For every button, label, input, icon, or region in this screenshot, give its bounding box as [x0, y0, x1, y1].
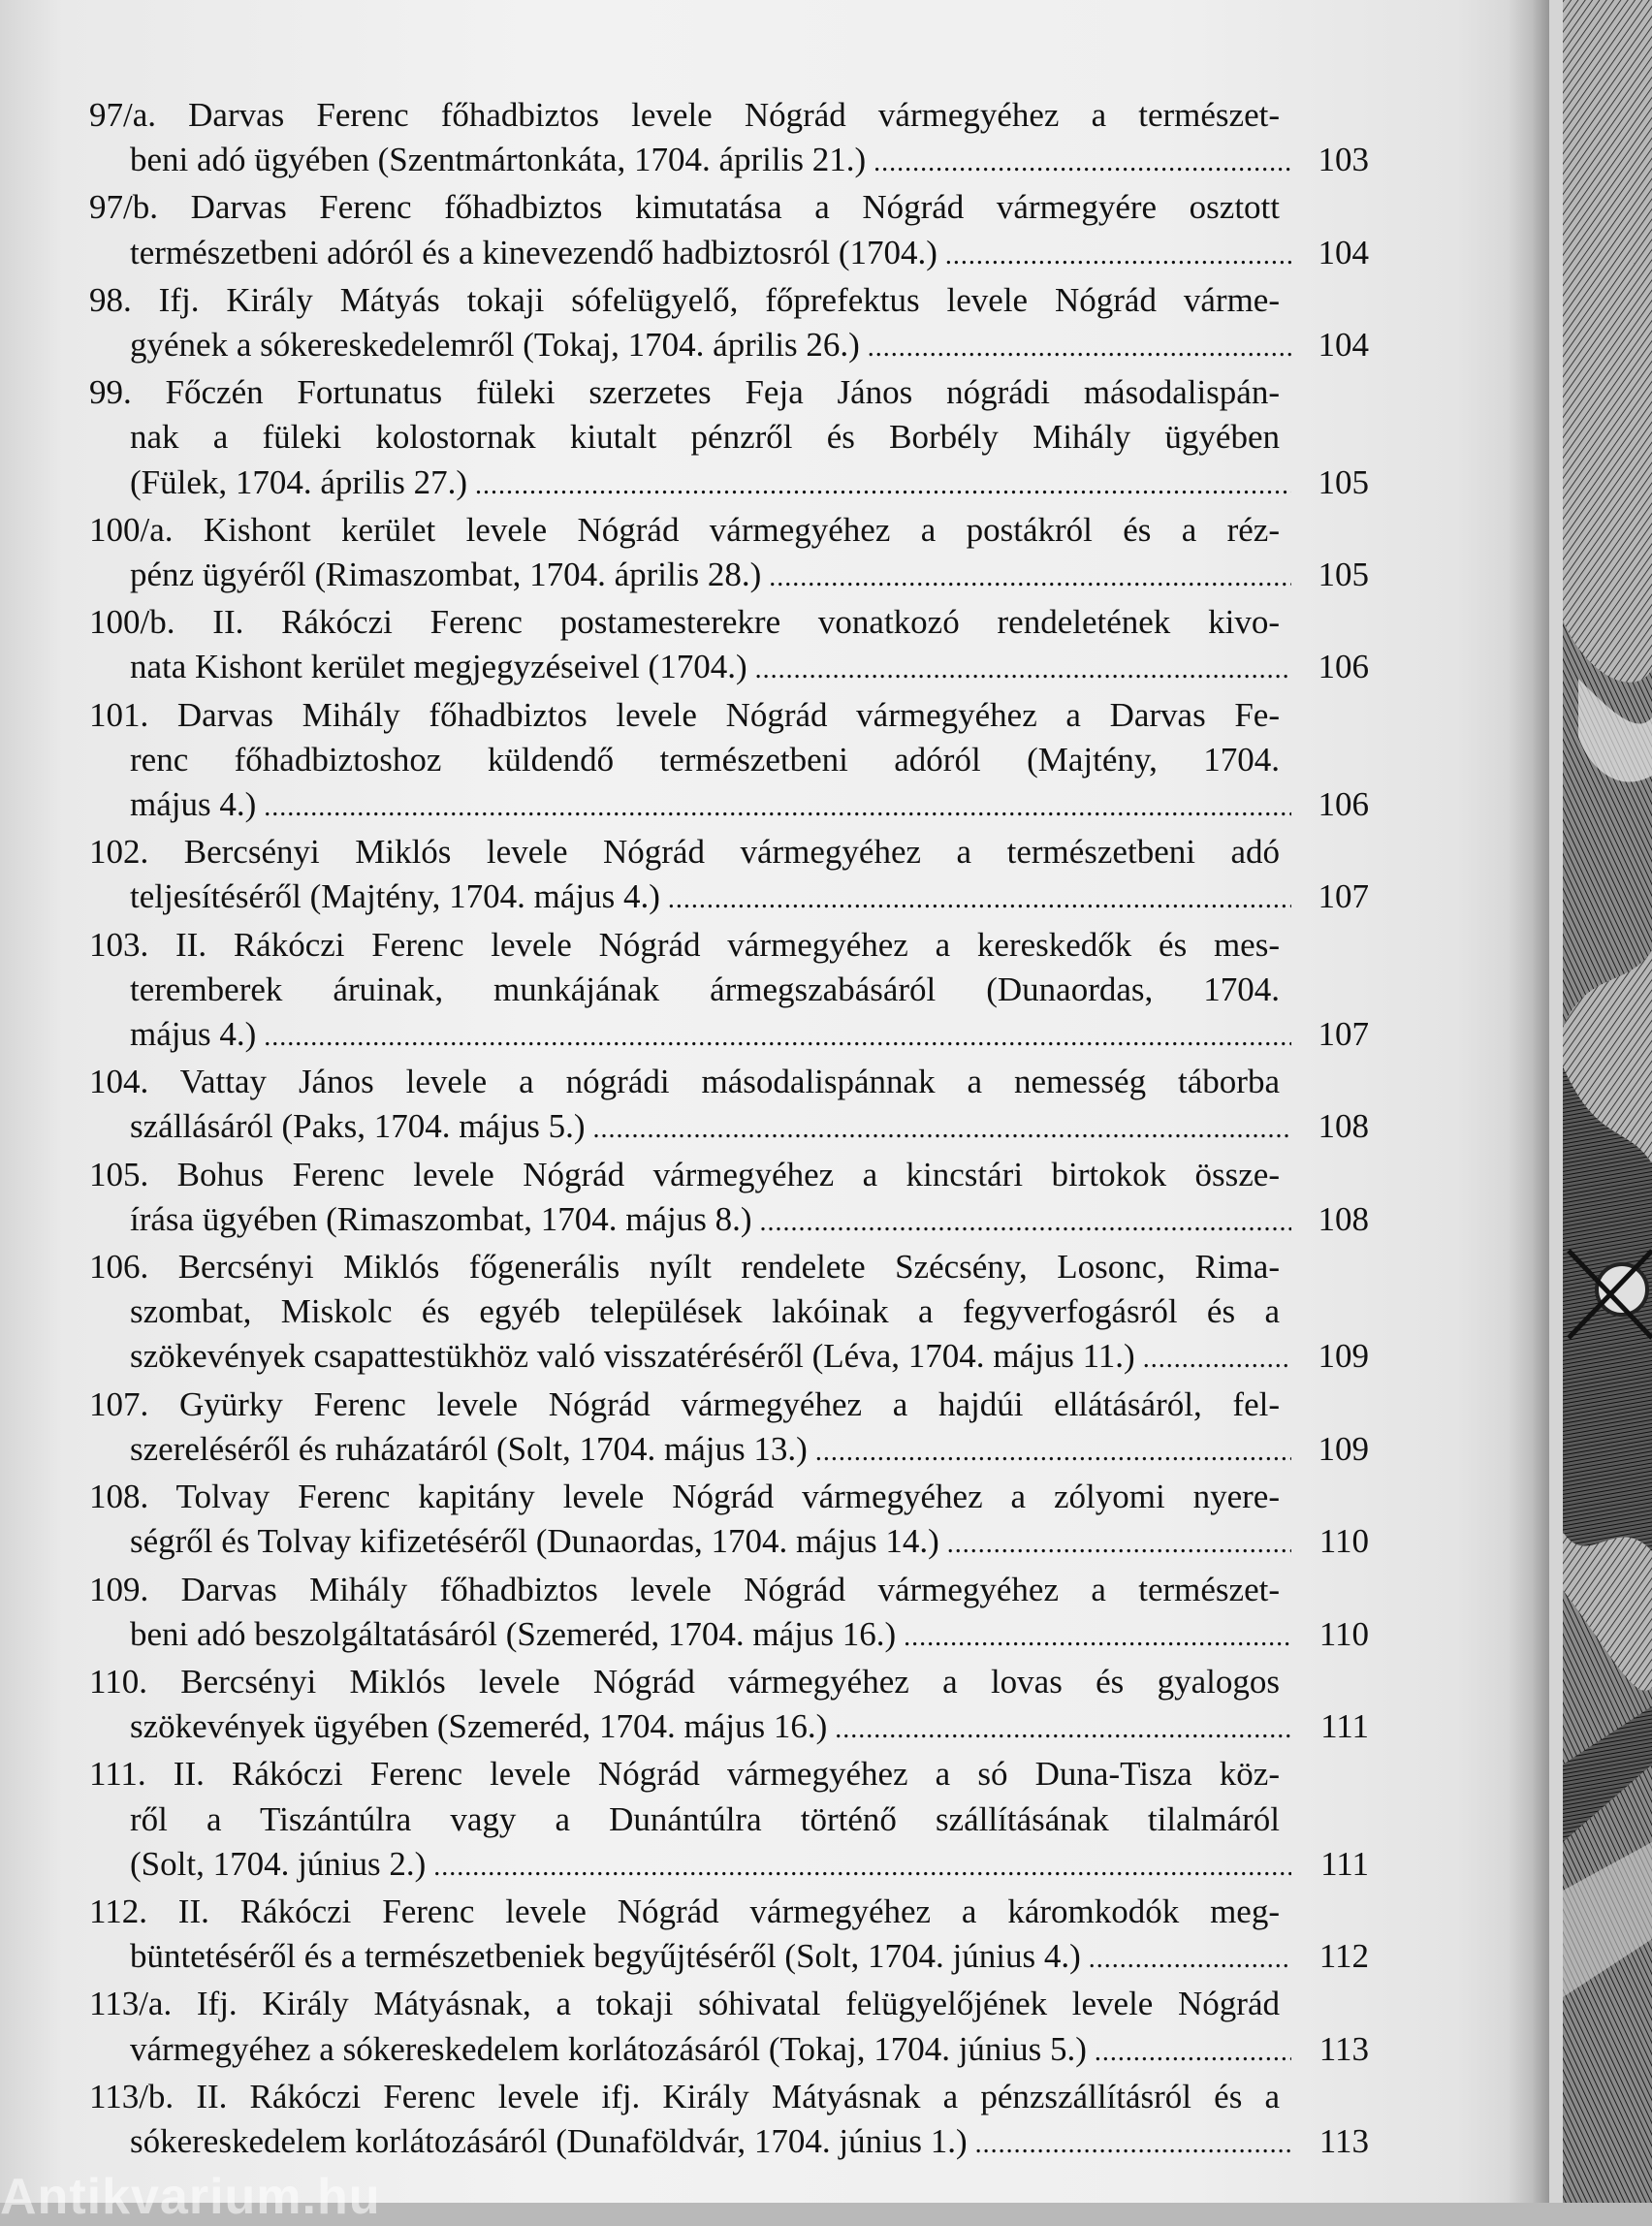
toc-entry-title-line: 102. Bercsényi Miklós levele Nógrád vármegyéhez a természetbeni adó	[89, 833, 1280, 872]
toc-entry-last-line	[130, 782, 1369, 830]
toc-entry	[89, 185, 1369, 277]
dot-leader	[1089, 1937, 1291, 1982]
toc-entry-title-end: nata Kishont kerület megjegyzéseivel (1704.)	[130, 648, 747, 686]
toc-page-number: 113	[1318, 2121, 1369, 2160]
toc-entry	[89, 1982, 1369, 2074]
toc-entry-title-line: 105. Bohus Ferenc levele Nógrád vármegyéhez a kincstári birtokok össze-	[89, 1155, 1280, 1193]
toc-entry-title-end: szökevények csapattestükhöz való visszatéréséről (Léva, 1704. május 11.)	[130, 1337, 1135, 1376]
toc-entry-title-line: 111. II. Rákóczi Ferenc levele Nógrád vármegyéhez a só Duna-Tisza köz-	[89, 1755, 1280, 1794]
dot-leader	[1095, 2030, 1291, 2075]
toc-entry-title-end: (Fülek, 1704. április 27.)	[130, 462, 468, 501]
dot-leader	[1143, 1337, 1291, 1382]
dot-leader	[760, 1200, 1291, 1245]
toc-entry-last-line	[130, 874, 1369, 922]
toc-entry-last-line	[130, 2119, 1369, 2167]
toc-entry-title-end: (Solt, 1704. június 2.)	[130, 1844, 427, 1883]
toc-entry	[89, 600, 1369, 692]
toc-page-number: 106	[1318, 785, 1369, 824]
toc-entry-title-line: 112. II. Rákóczi Ferenc levele Nógrád vármegyéhez a káromkodók meg-	[89, 1892, 1280, 1930]
toc-page-number: 105	[1318, 556, 1369, 594]
toc-entry-title-end: szállásáról (Paks, 1704. május 5.)	[130, 1107, 586, 1146]
toc-entry-title-line: 104. Vattay János levele a nógrádi másodalispánnak a nemesség táborba	[89, 1063, 1280, 1101]
toc-entry-title-line: 100/b. II. Rákóczi Ferenc postamesterekre vonatkozó rendeletének kivo-	[89, 603, 1280, 642]
toc-entry-title-line: 106. Bercsényi Miklós főgenerális nyílt rendelete Szécsény, Losonc, Rima-	[89, 1248, 1280, 1287]
toc-page-number: 107	[1318, 1015, 1369, 1054]
toc-entry	[89, 693, 1369, 831]
toc-entry-title-line: 103. II. Rákóczi Ferenc levele Nógrád vármegyéhez a kereskedők és mes-	[89, 925, 1280, 964]
dot-leader	[874, 141, 1291, 185]
toc-entry-title-line: 107. Gyürky Ferenc levele Nógrád vármegyéhez a hajdúi ellátásáról, fel-	[89, 1384, 1280, 1423]
toc-entry-last-line	[130, 138, 1369, 185]
page-gutter-shadow	[1508, 0, 1549, 2203]
dot-leader	[947, 1522, 1291, 1567]
toc-entry-last-line	[130, 1427, 1369, 1475]
toc-entry	[89, 1060, 1369, 1152]
toc-entry	[89, 2075, 1369, 2167]
dot-leader	[264, 785, 1291, 830]
toc-entry-title-line: 99. Főczén Fortunatus füleki szerzetes Feja János nógrádi másodalispán-	[89, 373, 1280, 412]
dot-leader	[593, 1107, 1292, 1152]
toc-entry-title-line: 101. Darvas Mihály főhadbiztos levele Nógrád vármegyéhez a Darvas Fe-	[89, 695, 1280, 734]
dot-leader	[835, 1707, 1291, 1752]
toc-entry	[89, 923, 1369, 1061]
toc-page-number: 103	[1318, 141, 1369, 179]
toc-entry-title-line: 110. Bercsényi Miklós levele Nógrád vármegyéhez a lovas és gyalogos	[89, 1662, 1280, 1701]
toc-entry-title-end: szökevények ügyében (Szemeréd, 1704. május 16.)	[130, 1707, 828, 1746]
toc-entry-last-line	[130, 1334, 1369, 1382]
toc-entry-last-line	[130, 1012, 1369, 1060]
toc-entry	[89, 1568, 1369, 1660]
toc-entry-title-end: ségről és Tolvay kifizetéséről (Dunaordas, 1704. május 14.)	[130, 1522, 939, 1561]
toc-entry-title-end: pénz ügyéről (Rimaszombat, 1704. április 28.)	[130, 556, 762, 594]
dot-leader	[755, 648, 1291, 692]
toc-entry	[89, 1153, 1369, 1245]
dot-leader	[668, 877, 1291, 922]
toc-entry-title-line: 98. Ifj. Király Mátyás tokaji sófelügyelő, főprefektus levele Nógrád várme-	[89, 280, 1280, 319]
toc-entry-title-line: 97/a. Darvas Ferenc főhadbiztos levele Nógrád vármegyéhez a természet-	[89, 96, 1280, 134]
toc-entry	[89, 370, 1369, 508]
dot-leader	[475, 463, 1291, 508]
toc-entry-last-line	[130, 2027, 1369, 2075]
toc-page-number: 110	[1318, 1522, 1369, 1561]
toc-page-number: 109	[1318, 1337, 1369, 1376]
toc-page-number: 111	[1320, 1844, 1369, 1883]
toc-entry-last-line	[130, 1104, 1369, 1152]
toc-entry-last-line	[130, 1612, 1369, 1660]
toc-entry-title-end: teljesítéséről (Majtény, 1704. május 4.)	[130, 877, 660, 916]
dot-leader	[769, 556, 1291, 600]
toc-page-number: 106	[1318, 648, 1369, 686]
toc-entry-title-line: 113/a. Ifj. Király Mátyásnak, a tokaji sóhivatal felügyelőjének levele Nógrád	[89, 1985, 1280, 2023]
toc-entry-title-line: renc főhadbiztoshoz küldendő természetbeni adóról (Majtény, 1704.	[130, 740, 1280, 779]
toc-entry-last-line	[130, 1519, 1369, 1567]
toc-entry	[89, 93, 1369, 185]
toc-entry-last-line	[130, 461, 1369, 508]
dot-leader	[433, 1845, 1291, 1890]
toc-entry-title-end: beni adó ügyében (Szentmártonkáta, 1704. április 21.)	[130, 141, 867, 179]
toc-entry-title-line: 113/b. II. Rákóczi Ferenc levele ifj. Király Mátyásnak a pénzszállításról és a	[89, 2077, 1280, 2115]
dot-leader	[815, 1430, 1291, 1475]
toc-entry-title-line: 109. Darvas Mihály főhadbiztos levele Nógrád vármegyéhez a természet-	[89, 1570, 1280, 1608]
toc-entry-title-end: írása ügyében (Rimaszombat, 1704. május 8.)	[130, 1199, 752, 1238]
toc-entry-last-line	[130, 231, 1369, 278]
facing-page-engraving	[1549, 0, 1652, 2203]
toc-page-number: 104	[1318, 326, 1369, 365]
toc-entry-last-line	[130, 1842, 1369, 1890]
toc-entry-last-line	[130, 645, 1369, 692]
toc-entry-title-line: ről a Tiszántúlra vagy a Dunántúlra történő szállításának tilalmáról	[130, 1799, 1280, 1838]
toc-entry	[89, 278, 1369, 370]
toc-entry-title-end: természetbeni adóról és a kinevezendő hadbiztosról (1704.)	[130, 233, 937, 271]
dot-leader	[975, 2122, 1291, 2167]
dot-leader	[868, 326, 1291, 370]
toc-entry-last-line	[130, 1934, 1369, 1982]
toc-entry-title-end: sókereskedelem korlátozásáról (Dunaföldvár, 1704. június 1.)	[130, 2121, 968, 2160]
toc-entry	[89, 1752, 1369, 1890]
toc-entry	[89, 830, 1369, 922]
toc-entry	[89, 1890, 1369, 1982]
toc-page-number: 107	[1318, 877, 1369, 916]
toc-entry-title-line: szombat, Miskolc és egyéb települések lakóinak a fegyverfogásról és a	[130, 1292, 1280, 1331]
toc-entry-title-end: vármegyéhez a sókereskedelem korlátozásáról (Tokaj, 1704. június 5.)	[130, 2029, 1087, 2068]
toc-page-number: 108	[1318, 1107, 1369, 1146]
toc-entry-title-end: május 4.)	[130, 1015, 257, 1054]
toc-entry-title-end: büntetéséről és a természetbeniek begyűjtéséről (Solt, 1704. június 4.)	[130, 1937, 1081, 1976]
dot-leader	[904, 1615, 1291, 1660]
toc-entry-last-line	[130, 1197, 1369, 1245]
toc-page-number: 109	[1318, 1429, 1369, 1468]
toc-entry-title-line: 100/a. Kishont kerület levele Nógrád vármegyéhez a postákról és a réz-	[89, 510, 1280, 549]
toc-page-number: 111	[1320, 1707, 1369, 1746]
dot-leader	[264, 1015, 1291, 1060]
toc-entry-title-end: május 4.)	[130, 785, 257, 824]
toc-entry-title-end: szereléséről és ruházatáról (Solt, 1704. május 13.)	[130, 1429, 808, 1468]
toc-page-number: 113	[1318, 2029, 1369, 2068]
toc-entry-title-line: nak a füleki kolostornak kiutalt pénzről és Borbély Mihály ügyében	[130, 418, 1280, 457]
toc-entry-last-line	[130, 323, 1369, 370]
toc-page-number: 110	[1318, 1614, 1369, 1653]
toc-entry	[89, 1660, 1369, 1752]
toc-page-number: 108	[1318, 1199, 1369, 1238]
toc-entry-last-line	[130, 553, 1369, 600]
toc-page-number: 104	[1318, 233, 1369, 271]
toc-entry	[89, 508, 1369, 600]
toc-entry-title-end: gyének a sókereskedelemről (Tokaj, 1704. április 26.)	[130, 326, 860, 365]
toc-entry-title-end: beni adó beszolgáltatásáról (Szemeréd, 1704. május 16.)	[130, 1614, 897, 1653]
toc-page-number: 105	[1318, 462, 1369, 501]
toc-page-number: 112	[1318, 1937, 1369, 1976]
toc-entry	[89, 1245, 1369, 1383]
toc-entry-last-line	[130, 1704, 1369, 1752]
dot-leader	[945, 234, 1291, 278]
toc-entry-title-line: 108. Tolvay Ferenc kapitány levele Nógrád vármegyéhez a zólyomi nyere-	[89, 1478, 1280, 1516]
watermark: Antikvarium.hu	[0, 2169, 381, 2225]
toc-entry	[89, 1383, 1369, 1475]
toc-entry-title-line: 97/b. Darvas Ferenc főhadbiztos kimutatása a Nógrád vármegyére osztott	[89, 188, 1280, 227]
engraving-illustration	[1549, 0, 1652, 2203]
table-of-contents	[89, 93, 1369, 2167]
toc-entry	[89, 1475, 1369, 1567]
toc-entry-title-line: teremberek áruinak, munkájának ármegszabásáról (Dunaordas, 1704.	[130, 970, 1280, 1008]
